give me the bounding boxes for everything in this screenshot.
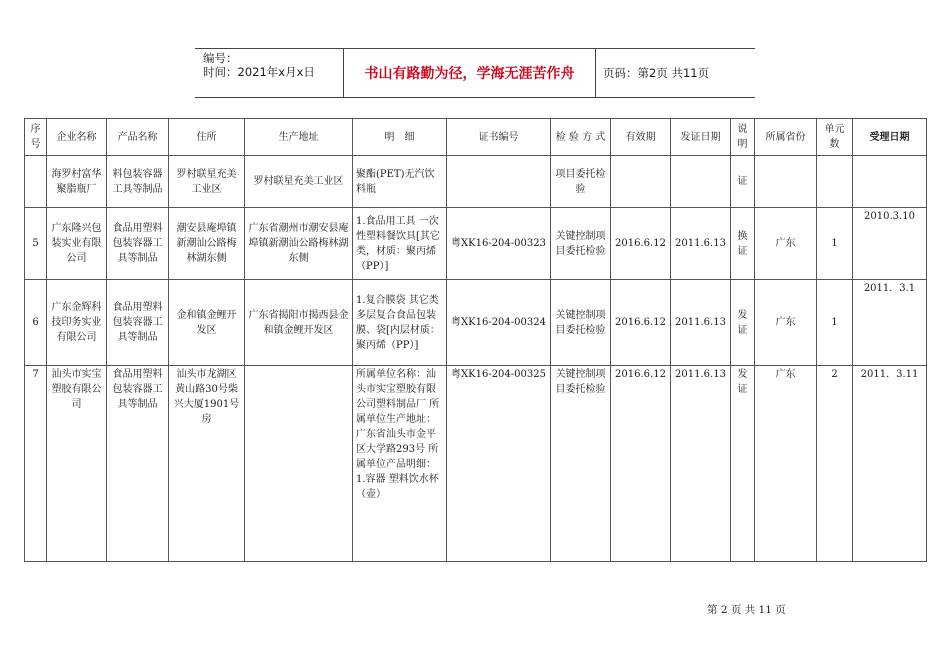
cell-prod-address [245,366,353,562]
cell-company: 广东隆兴包装实业有限公司 [47,208,107,280]
motto: 书山有路勤为径，学海无涯苦作舟 [343,49,596,97]
cell-method: 项目委托检验 [551,156,611,208]
cell-issue: 2011.6.13 [671,208,731,280]
cell-cert [447,156,551,208]
cell-no [25,156,47,208]
col-header-prod-address: 生产地址 [245,119,353,156]
cell-accept: 2011．3.11 [853,366,927,562]
cell-prod-address: 广东省揭阳市揭西县金和镇金鲤开发区 [245,280,353,366]
cell-product: 食品用塑料包装容器工具等制品 [107,208,169,280]
cell-detail: 聚酯(PET)无汽饮料瓶 [353,156,447,208]
cell-product: 料包装容器工具等制品 [107,156,169,208]
cell-accept: 2010.3.10 [853,208,927,280]
cell-address: 金和镇金鲤开发区 [169,280,245,366]
table-header-row [25,119,927,156]
header-left [195,49,343,97]
cell-valid: 2016.6.12 [611,280,671,366]
cell-province [755,156,817,208]
cell-units [817,156,853,208]
cell-note: 发证 [731,280,755,366]
cell-no: 6 [25,280,47,366]
cell-company: 汕头市实宝塑胶有限公司 [47,366,107,562]
col-header-note: 说明 [731,119,755,156]
cell-valid: 2016.6.12 [611,208,671,280]
license-table [24,118,927,562]
cell-accept [853,156,927,208]
cell-address: 潮安县庵埠镇新潮汕公路梅林湖东侧 [169,208,245,280]
cell-province: 广东 [755,366,817,562]
number-label: 编号： [203,51,238,65]
cell-cert: 粤XK16-204-00323 [447,208,551,280]
cell-note: 换证 [731,208,755,280]
cell-units: 1 [817,280,853,366]
cell-issue: 2011.6.13 [671,366,731,562]
cell-issue [671,156,731,208]
cell-prod-address: 广东省潮州市潮安县庵埠镇新潮汕公路梅林湖东侧 [245,208,353,280]
table-row [25,280,927,366]
cell-no: 5 [25,208,47,280]
cell-method: 关键控制项目委托检验 [551,280,611,366]
cell-product: 食品用塑料包装容器工具等制品 [107,280,169,366]
col-header-product: 产品名称 [107,119,169,156]
cell-province: 广东 [755,280,817,366]
cell-note: 发证 [731,366,755,562]
col-header-province: 所属省份 [755,119,817,156]
cell-method: 关键控制项目委托检验 [551,366,611,562]
cell-cert: 粤XK16-204-00325 [447,366,551,562]
cell-detail: 所属单位名称：汕头市实宝塑胶有限公司塑料制品厂 所属单位生产地址：广东省汕头市金平区大学路293号 所属单位产品明细：1.容器 塑料饮水杯（壶） [353,366,447,562]
cell-units: 1 [817,208,853,280]
cell-prod-address: 罗村联星充美工业区 [245,156,353,208]
cell-accept: 2011．3.1 [853,280,927,366]
cell-address: 罗村联星充美工业区 [169,156,245,208]
cell-company: 广东金辉科技印务实业有限公司 [47,280,107,366]
col-header-no: 序号 [25,119,47,156]
cell-valid: 2016.6.12 [611,366,671,562]
cell-detail: 1.复合膜袋 其它类多层复合食品包装膜、袋[内层材质：聚丙烯（PP）] [353,280,447,366]
col-header-valid: 有效期 [611,119,671,156]
cell-no: 7 [25,366,47,562]
page-header [195,48,755,98]
cell-address: 汕头市龙湖区黄山路30号柴兴大厦1901号房 [169,366,245,562]
col-header-address: 住所 [169,119,245,156]
cell-cert: 粤XK16-204-00324 [447,280,551,366]
table-row [25,366,927,562]
cell-product: 食品用塑料包装容器工具等制品 [107,366,169,562]
cell-units: 2 [817,366,853,562]
table-row [25,156,927,208]
table-row [25,208,927,280]
cell-detail: 1.食品用工具 一次性塑料餐饮具[其它类，材质：聚丙烯（PP）] [353,208,447,280]
date-label: 时间：2021年x月x日 [203,65,315,79]
page-label: 页码：第2页 共11页 [603,66,710,80]
cell-province: 广东 [755,208,817,280]
col-header-detail: 明 细 [353,119,447,156]
col-header-accept: 受理日期 [853,119,927,156]
col-header-cert: 证书编号 [447,119,551,156]
col-header-issue: 发证日期 [671,119,731,156]
cell-method: 关键控制项目委托检验 [551,208,611,280]
col-header-units: 单元数 [817,119,853,156]
cell-issue: 2011.6.13 [671,280,731,366]
cell-note: 证 [731,156,755,208]
col-header-company: 企业名称 [47,119,107,156]
cell-valid [611,156,671,208]
page-footer: 第 2 页 共 11 页 [707,604,786,616]
cell-company: 海罗村富华聚脂瓶厂 [47,156,107,208]
col-header-method: 检 验 方 式 [551,119,611,156]
